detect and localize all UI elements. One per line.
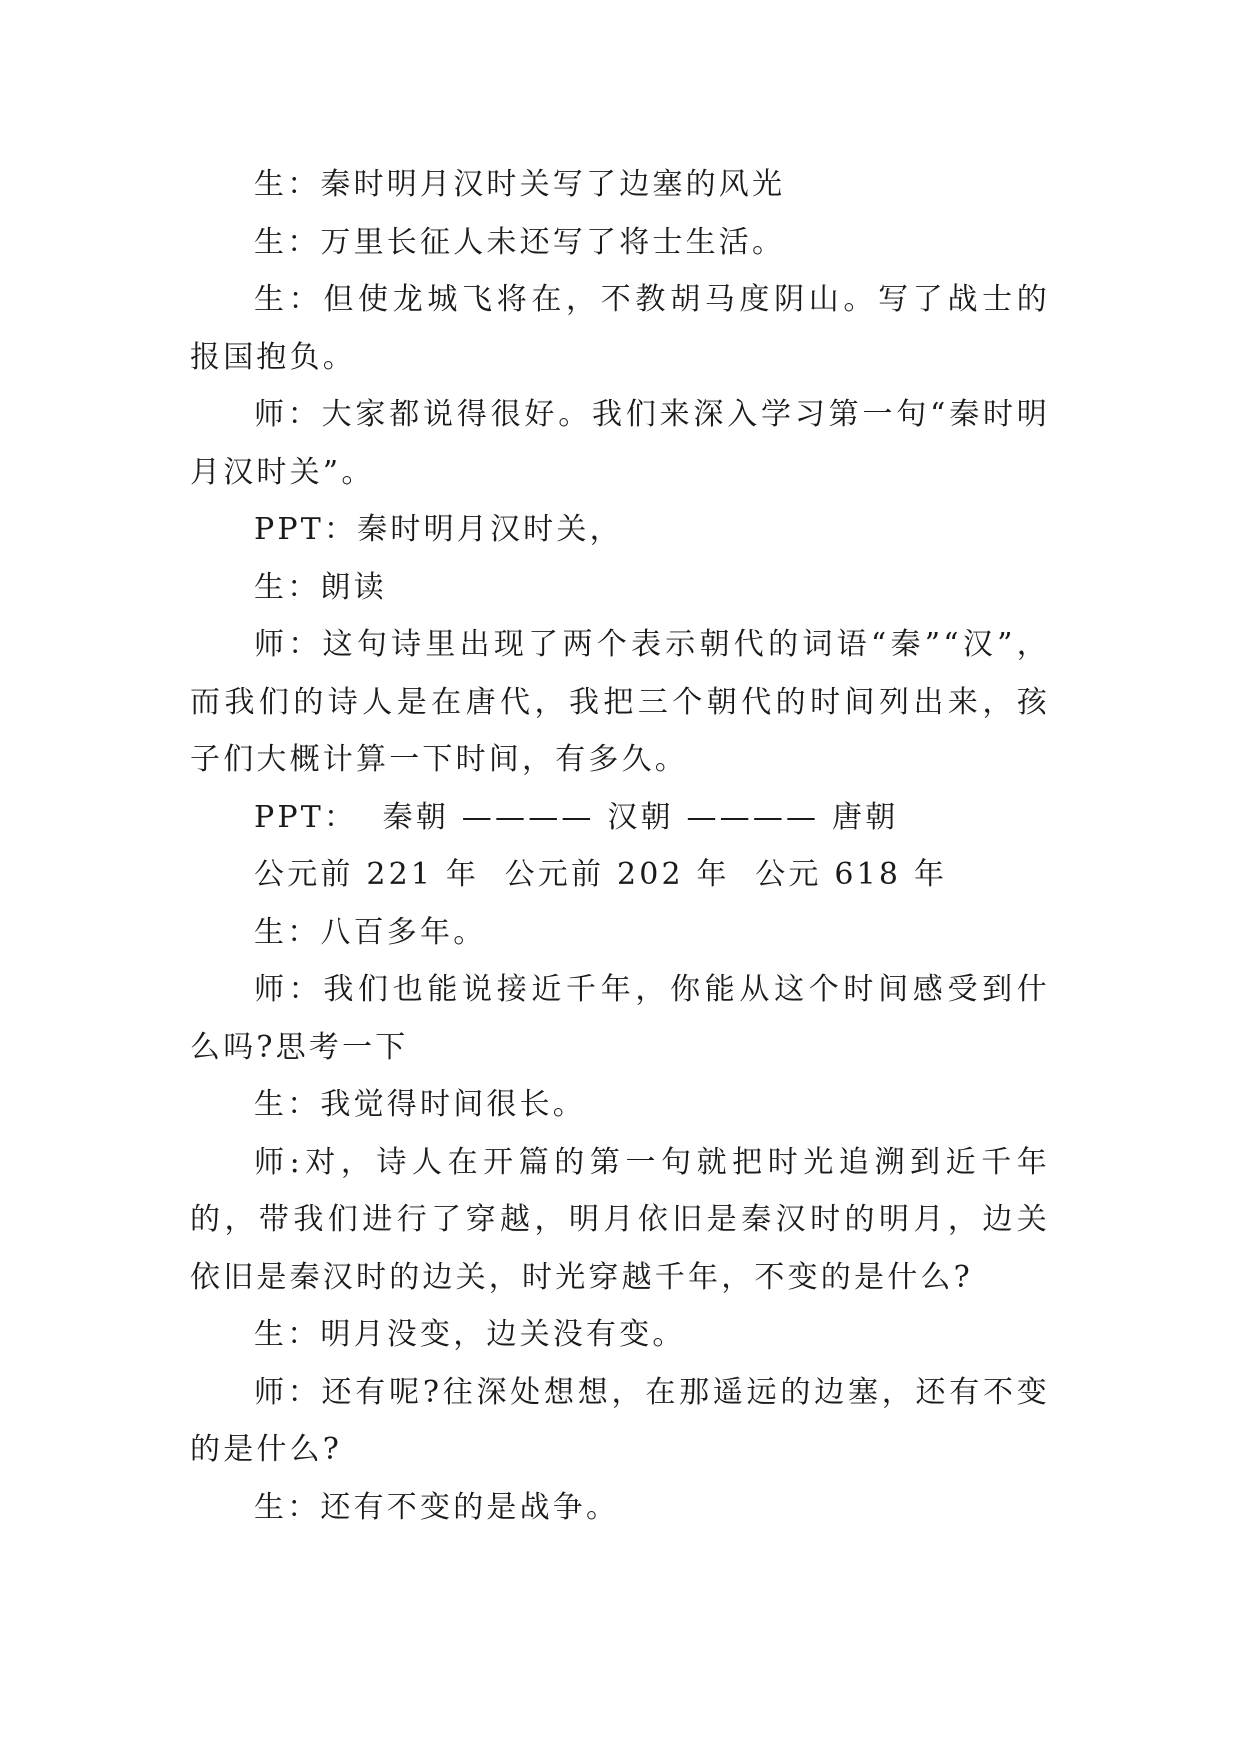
paragraph: 生：秦时明月汉时关写了边塞的风光 — [254, 167, 786, 202]
paragraph: 生：八百多年。 — [254, 914, 487, 950]
paragraph: 师：还有呢?往深处想想，在那遥远的边塞，还有不变的是什么? — [190, 1374, 1050, 1467]
paragraph: 师:对，诗人在开篇的第一句就把时光追溯到近千年的，带我们进行了穿越，明月依旧是秦汉时的明月，边关依旧是秦汉时的边关，时光穿越千年，不变的是什么? — [190, 1144, 1050, 1295]
paragraph: PPT：秦时明月汉时关， — [254, 512, 623, 547]
timeline-dynasties-line: PPT： 秦朝 ———— 汉朝 ———— 唐朝 — [254, 799, 899, 835]
paragraph: 生：还有不变的是战争。 — [254, 1489, 620, 1525]
paragraph: 生：但使龙城飞将在，不教胡马度阴山。写了战士的报国抱负。 — [190, 282, 1050, 375]
paragraph: 师：大家都说得很好。我们来深入学习第一句“秦时明月汉时关”。 — [190, 397, 1050, 490]
paragraph: 师：我们也能说接近千年，你能从这个时间感受到什么吗?思考一下 — [190, 972, 1050, 1065]
paragraph: 师：这句诗里出现了两个表示朝代的词语“秦”“汉”，而我们的诗人是在唐代，我把三个朝代的时间列出来，孩子们大概计算一下时间，有多久。 — [190, 627, 1050, 777]
paragraph: 生：万里长征人未还写了将士生活。 — [254, 224, 786, 260]
document-body — [190, 156, 1050, 1536]
paragraph: 生：我觉得时间很长。 — [254, 1087, 586, 1122]
timeline-years-line: 公元前 221 年 公元前 202 年 公元 618 年 — [254, 857, 948, 892]
paragraph: 生：朗读 — [254, 569, 387, 605]
paragraph: 生：明月没变，边关没有变。 — [254, 1317, 686, 1352]
